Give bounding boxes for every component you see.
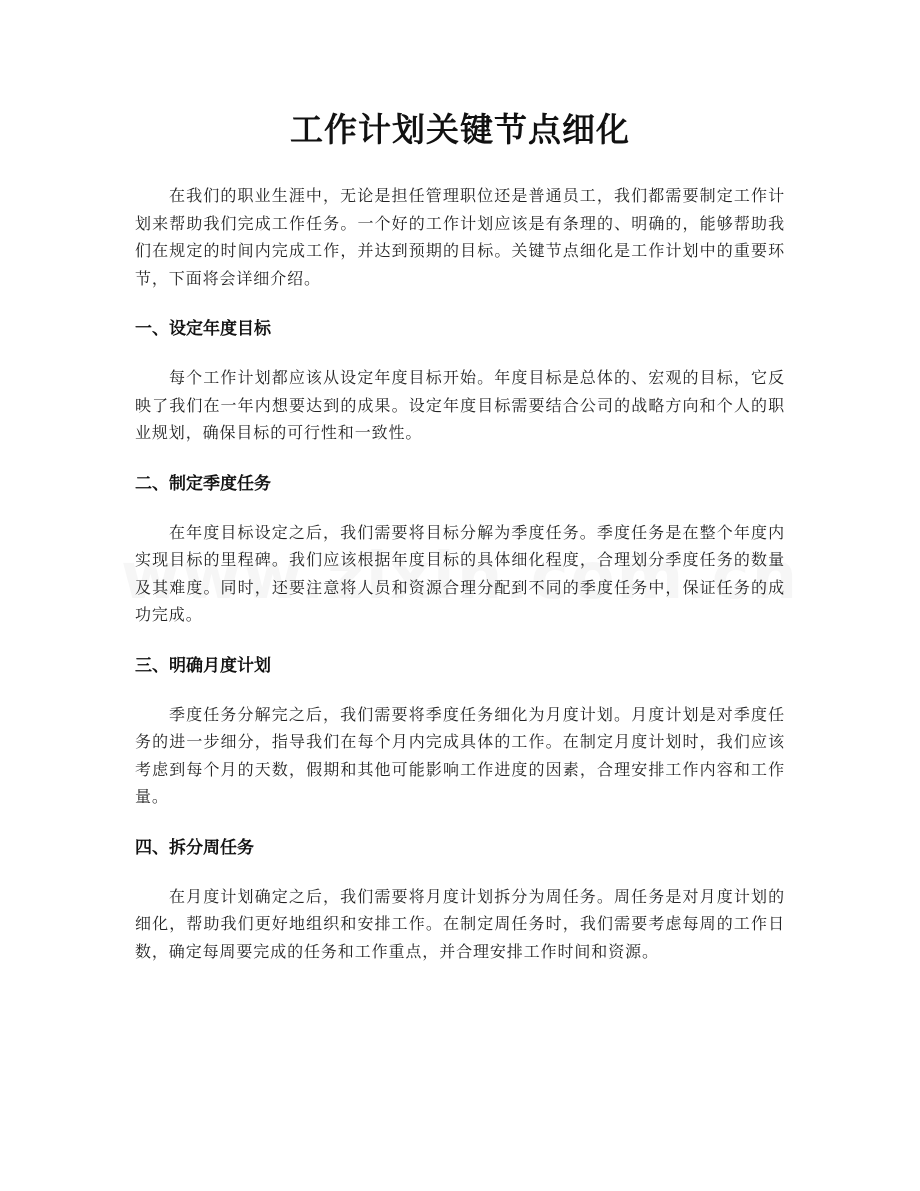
section-heading: 二、制定季度任务	[135, 473, 271, 494]
section-3	[135, 653, 785, 811]
section-body: 每个工作计划都应该从设定年度目标开始。年度目标是总体的、宏观的目标，它反映了我们在一年内想要达到的成果。设定年度目标需要结合公司的战略方向和个人的职业规划，确保目标的可行性和一致性。	[135, 368, 785, 442]
section-heading: 一、设定年度目标	[135, 319, 271, 339]
section-4	[135, 835, 785, 966]
section-body: 在年度目标设定之后，我们需要将目标分解为季度任务。季度任务是在整个年度内实现目标的里程碑。我们应该根据年度目标的具体细化程度，合理划分季度任务的数量及其难度。同时，还要注意将人员和资源合理分配到不同的季度任务中，保证任务的成功完成。	[135, 522, 785, 624]
section-2	[135, 471, 785, 629]
section-heading: 三、明确月度计划	[135, 655, 271, 676]
intro-paragraph: 在我们的职业生涯中，无论是担任管理职位还是普通员工，我们都需要制定工作计划来帮助我们完成工作任务。一个好的工作计划应该是有条理的、明确的，能够帮助我们在规定的时间内完成工作，并达到预期的目标。关键节点细化是工作计划中的重要环节，下面将会详细介绍。	[135, 186, 785, 288]
section-body: 季度任务分解完之后，我们需要将季度任务细化为月度计划。月度计划是对季度任务的进一步细分，指导我们在每个月内完成具体的工作。在制定月度计划时，我们应该考虑到每个月的天数，假期和其他可能影响工作进度的因素，合理安排工作内容和工作量。	[135, 704, 785, 806]
document-title: 工作计划关键节点细化	[290, 110, 630, 149]
section-body: 在月度计划确定之后，我们需要将月度计划拆分为周任务。周任务是对月度计划的细化，帮助我们更好地组织和安排工作。在制定周任务时，我们需要考虑每周的工作日数，确定每周要完成的任务和工作重点，并合理安排工作时间和资源。	[135, 886, 785, 961]
section-1	[135, 316, 785, 447]
section-heading: 四、拆分周任务	[135, 837, 254, 858]
